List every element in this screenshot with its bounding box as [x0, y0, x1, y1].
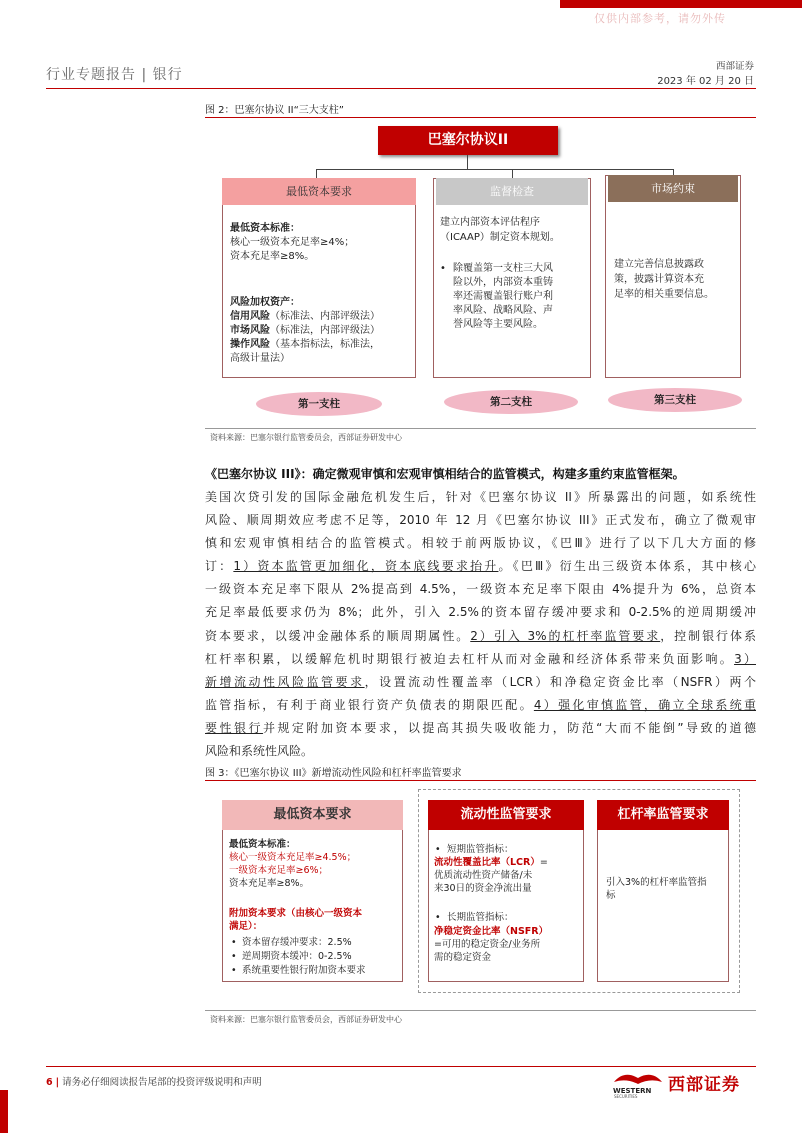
f3-line: 优质流动性资产储备/未: [434, 870, 533, 881]
para-line: 慎和宏观审慎相结合的监管模式。相较于前两版协议，《巴Ⅲ》进行了以下几大方面的修: [205, 536, 756, 551]
f3-line: 逆周期资本缓冲：0-2.5%: [242, 951, 352, 962]
para-line: 风险、顺周期效应考虑不足等，2010 年 12 月《巴塞尔协议 III》正式发布，确立了微观审: [205, 513, 756, 528]
pillar2-line: 险以外，内部资本重铸: [453, 277, 553, 288]
f3-line: 系统重要性银行附加资本要求: [242, 965, 366, 976]
f3-line: 核心一级资本充足率≥4.5%；: [229, 852, 357, 863]
watermark: 仅供内部参考，请勿外传: [594, 12, 726, 25]
connector-vertical: [467, 155, 468, 169]
pillar1-line: 信用风险（标准法、内部评级法）: [230, 311, 380, 322]
report-section-label: 行业专题报告 | 银行: [46, 67, 183, 83]
pillar2-header: 监督检查: [436, 178, 588, 205]
f3-line: 来30日的资金净流出量: [434, 883, 532, 894]
f3-line: 满足）：: [229, 921, 263, 932]
pillar3-line: 建立完善信息披露政: [614, 259, 704, 270]
pillar1-line: 风险加权资产：: [230, 297, 300, 308]
f3-liquidity-header: 流动性监管要求: [428, 800, 584, 830]
pillar1-line: 核心一级资本充足率≥4%；: [230, 237, 355, 248]
f3-min-capital-header: 最低资本要求: [222, 800, 403, 830]
report-date: 2023 年 02 月 20 日: [657, 76, 754, 87]
pillar2-line: 建立内部资本评估程序: [440, 217, 540, 228]
pillar1-line: 市场风险（标准法，内部评级法）: [230, 325, 380, 336]
top-corner-bar: [0, 0, 802, 8]
f3-line: =可用的稳定资金/业务所: [434, 939, 541, 950]
connector-mid: [512, 169, 513, 178]
pillar3-line: 策，披露计算资本充: [614, 274, 704, 285]
page-number: 6: [46, 1077, 53, 1088]
pillar2-line: 率还需覆盖银行账户利: [453, 291, 553, 302]
f3-line: 短期监管指标：: [447, 844, 514, 855]
para-line: 新增流动性风险监管要求，设置流动性覆盖率（LCR）和净稳定资金比率（NSFR）两个: [205, 674, 756, 689]
figure2-title: 图 2：巴塞尔协议 II“三大支柱”: [205, 105, 344, 116]
pillar2-line: 誉风险等主要风险。: [453, 319, 543, 330]
svg-text:WESTERN: WESTERN: [613, 1087, 652, 1095]
pillar1-line: 操作风险（基本指标法，标准法，: [230, 339, 380, 350]
pillar1-header: 最低资本要求: [222, 178, 416, 205]
bottom-corner-bar: [0, 1090, 8, 1133]
f3-line: 一级资本充足率≥6%；: [229, 865, 329, 876]
f3-line: 资本充足率≥8%。: [229, 878, 310, 889]
figure2-title-rule: [205, 117, 756, 118]
pillar3-label: 第三支柱: [608, 388, 742, 412]
f3-line: 引入3%的杠杆率监管指: [606, 877, 707, 888]
f3-line: 资本留存缓冲要求：2.5%: [242, 937, 352, 948]
bullet: •: [435, 912, 441, 923]
f3-line: 流动性覆盖比率（LCR）=: [434, 857, 548, 868]
bullet: •: [231, 937, 237, 948]
figure3-source-rule: [205, 1010, 756, 1011]
bullet: •: [440, 263, 446, 274]
pillar1-line: 最低资本标准：: [230, 223, 300, 234]
company-name: 西部证券: [715, 61, 754, 72]
para-line: 一级资本充足率下限从 2%提高到 4.5%，一级资本充足率下限由 4%提升为 6%，总资本: [205, 582, 756, 597]
figure2-source-rule: [205, 428, 756, 429]
connector-left: [316, 169, 317, 178]
para-line: 美国次贷引发的国际金融危机发生后，针对《巴塞尔协议 II》所暴露出的问题，如系统性: [205, 490, 756, 504]
pillar3-line: 足率的相关重要信息。: [614, 289, 714, 300]
body-paragraph: [205, 486, 756, 763]
bullet: •: [231, 951, 237, 962]
figure3-title-rule: [205, 780, 756, 781]
bullet: •: [435, 844, 441, 855]
figure2-source: 资料来源：巴塞尔银行监管委员会，西部证券研发中心: [210, 433, 402, 442]
bullet: •: [231, 965, 237, 976]
para-line: 订：1）资本监管更加细化，资本底线要求抬升。《巴Ⅲ》衍生出三级资本体系，其中核心: [205, 559, 756, 574]
pillar1-line: 高级计量法）: [230, 353, 290, 364]
para-line: 风险和系统性风险。: [205, 744, 314, 759]
f3-leverage-header: 杠杆率监管要求: [597, 800, 729, 830]
para-line: 要性银行并规定附加资本要求，以提高其损失吸收能力，防范“大而不能倒”导致的道德: [205, 720, 756, 735]
header-divider: [46, 88, 756, 89]
pillar2-line: 除覆盖第一支柱三大风: [453, 263, 553, 274]
f3-line: 需的稳定资金: [434, 952, 492, 963]
figure3-title: 图 3：《巴塞尔协议 III》新增流动性风险和杠杆率监管要求: [205, 768, 462, 779]
footer-divider: [46, 1066, 756, 1067]
f3-line: 标: [606, 890, 616, 901]
basel-ii-root-node: 巴塞尔协议II: [378, 126, 558, 155]
para-line: 资本要求，以缓冲金融体系的顺周期属性。2）引入 3%的杠杆率监管要求，控制银行体系: [205, 628, 756, 643]
western-securities-logo: [610, 1068, 760, 1098]
f3-line: 最低资本标准：: [229, 839, 296, 850]
pillar2-line: 率风险、战略风险、声: [453, 305, 553, 316]
para-line: 杠杆率积累，以缓解危机时期银行被迫去杠杆从而对金融和经济体系带来负面影响。3）: [205, 651, 756, 666]
pillar2-line: （ICAAP）制定资本规划。: [440, 232, 560, 243]
logo-cn: 西部证券: [668, 1075, 740, 1095]
pillar1-label: 第一支柱: [256, 392, 382, 416]
f3-line: 净稳定资金比率（NSFR）: [434, 926, 549, 937]
section-heading: 《巴塞尔协议 III》：确定微观审慎和宏观审慎相结合的监管模式，构建多重约束监管框架。: [205, 467, 685, 481]
western-logo-icon: [610, 1068, 666, 1098]
footer-disclaimer: 6 | 请务必仔细阅读报告尾部的投资评级说明和声明: [46, 1077, 262, 1088]
connector-horizontal: [316, 169, 674, 170]
pillar3-header: 市场约束: [608, 175, 738, 202]
f3-line: 附加资本要求（由核心一级资本: [229, 908, 363, 919]
figure3-source: 资料来源：巴塞尔银行监管委员会，西部证券研发中心: [210, 1015, 402, 1024]
para-line: 充足率最低要求仍为 8%；此外，引入 2.5%的资本留存缓冲要求和 0-2.5%的逆周期缓冲: [205, 605, 756, 620]
para-line: 监管指标，有利于商业银行资产负债表的期限匹配。4）强化审慎监管，确立全球系统重: [205, 697, 756, 712]
pillar1-line: 资本充足率≥8%。: [230, 251, 315, 262]
pillar2-label: 第二支柱: [444, 390, 578, 414]
f3-line: 长期监管指标：: [447, 912, 514, 923]
svg-text:SECURITIES: SECURITIES: [614, 1094, 638, 1098]
